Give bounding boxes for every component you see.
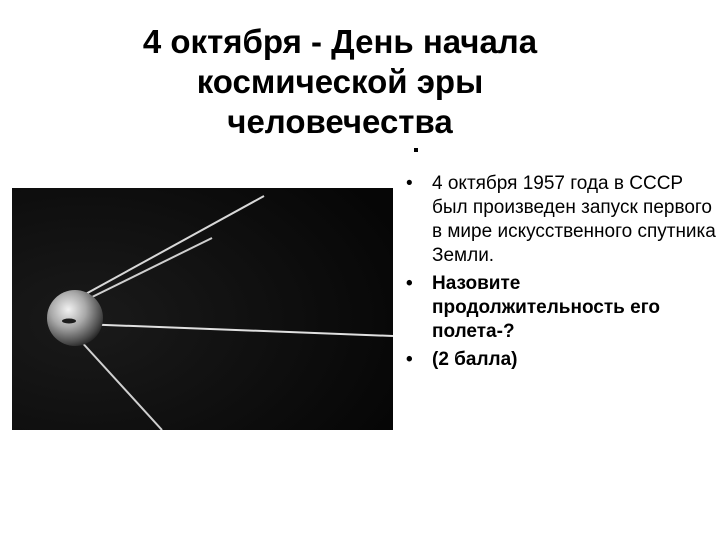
title-line-2: космической эры [196, 63, 484, 100]
bullet-text-question: Назовите продолжительность его полета-? [432, 273, 660, 342]
title-line-1: 4 октября - День начала [142, 23, 538, 60]
bullet-item-launch [404, 172, 716, 268]
sputnik-sphere [47, 290, 103, 346]
sphere-seam [62, 319, 76, 324]
bullet-item-points [404, 348, 716, 372]
bullet-text-launch: 4 октября 1957 года в СССР был произведен запуск первого в мире искусственного спутника Земли. [432, 173, 716, 266]
bullet-marker: • [406, 273, 413, 294]
sputnik-photo [12, 188, 393, 430]
slide-title [60, 22, 620, 142]
bullet-item-question [404, 272, 716, 344]
title-stray-dot [414, 148, 418, 152]
bullet-list [404, 172, 716, 376]
bullet-marker: • [406, 349, 413, 370]
sputnik-image [12, 188, 393, 430]
title-line-3: человечества [227, 103, 453, 140]
bullet-marker: • [406, 173, 413, 194]
bullet-text-points: (2 балла) [432, 349, 518, 370]
